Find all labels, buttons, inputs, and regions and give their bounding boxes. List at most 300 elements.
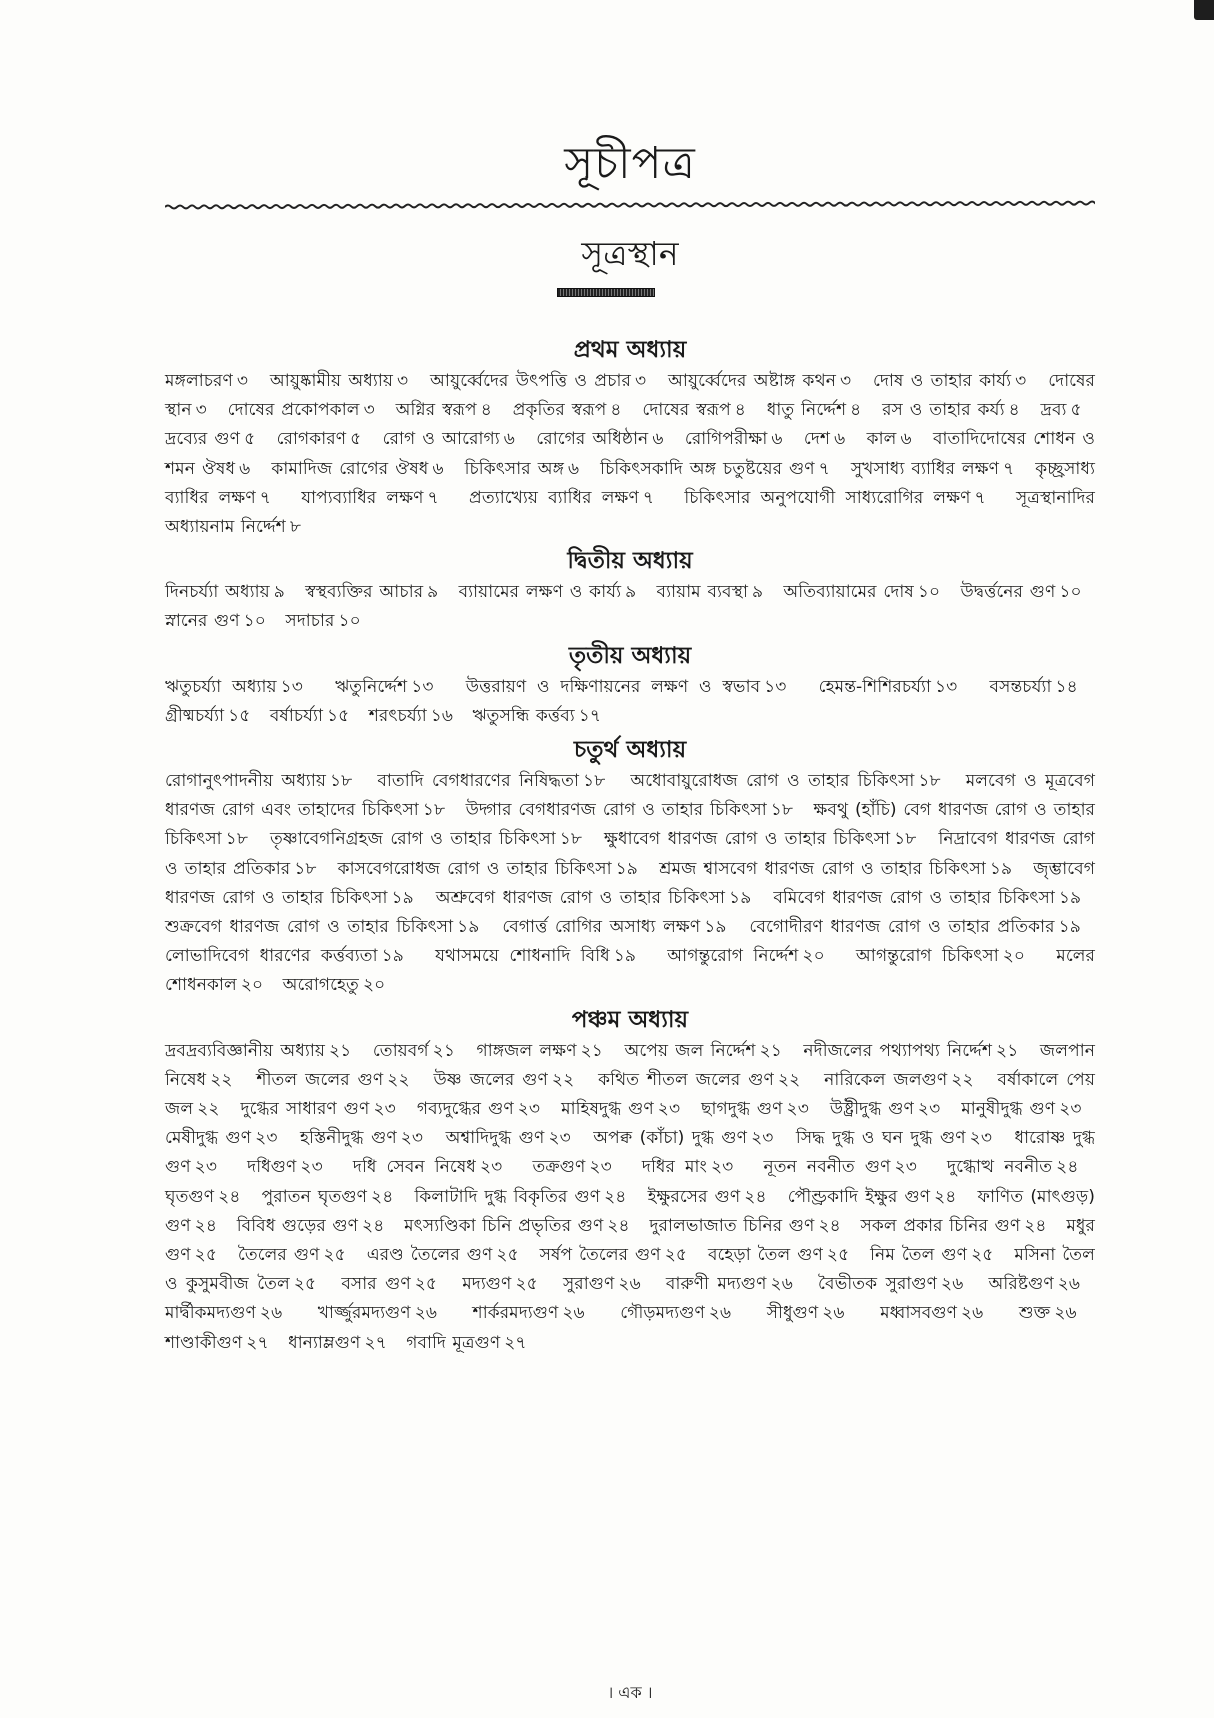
toc-entry-text: কৃচ্ছ্রসাধ্য ব্যাধির লক্ষণ [165, 458, 1096, 508]
toc-entry-text: মদ্যগুণ [462, 1274, 512, 1295]
toc-entry-text: দোষের প্রকোপকাল [227, 400, 360, 421]
toc-entry [338, 859, 652, 879]
toc-entry [165, 771, 369, 791]
chapter-heading: দ্বিতীয় অধ্যায় [567, 547, 693, 575]
toc-entry-text: প্রত্যাখ্যেয় ব্যাধির লক্ষণ [469, 487, 639, 508]
toc-entry-text: যাপ্যব্যাধির লক্ষণ [301, 487, 424, 508]
toc-entry [880, 1303, 1007, 1323]
toc-entry-text: দধি সেবন নিষেধ [352, 1157, 476, 1178]
toc-entry-text: বারুণী মদ্যগুণ [665, 1274, 767, 1295]
toc-entry-text: মধুর গুণ [165, 1215, 1095, 1266]
toc-entry-text: আয়ুর্ব্বেদের অষ্টাঙ্গ কথন [667, 371, 836, 391]
toc-entry-page: ৩ [1015, 371, 1027, 391]
toc-entry-text: ধাতু নির্দ্দেশ [766, 400, 847, 421]
toc-entry-page: ৭ [259, 487, 271, 508]
toc-entry-text: কামাদিজ রোগের ঔষধ [271, 458, 429, 479]
chapter-5 [165, 1003, 1095, 1358]
toc-entry [796, 1128, 1007, 1148]
toc-entry-text: তক্রগুণ [532, 1157, 586, 1178]
toc-entry-page: ২২ [197, 1099, 220, 1120]
chapter-entries [165, 578, 1095, 636]
toc-entry-text: অরোগহেতু [282, 975, 359, 996]
toc-entry-page: ২৪ [607, 1215, 630, 1236]
toc-entry [803, 1041, 1032, 1061]
toc-entry-text: রোগকারণ [276, 429, 347, 450]
toc-entry-text: বিবিধ গুড়ের গুণ [236, 1215, 359, 1236]
toc-entry-page: ২৩ [657, 1099, 681, 1120]
chapter-1 [165, 333, 1095, 542]
toc-entry-text: মধ্বাসবগুণ [880, 1303, 957, 1324]
toc-entry-page: ২৪ [1024, 1215, 1047, 1236]
toc-entry [856, 946, 1046, 966]
toc-entry [947, 1157, 1095, 1177]
toc-entry [270, 371, 423, 391]
toc-entry [446, 1128, 586, 1148]
toc-entry-text: শুক্রবেগ ধারণজ রোগ ও তাহার চিকিৎসা [165, 917, 454, 938]
toc-entry [353, 1157, 523, 1177]
chapter-entries [165, 767, 1095, 1001]
toc-entry [469, 488, 674, 508]
toc-entry-page: ২৩ [969, 1128, 992, 1149]
toc-entry [604, 829, 931, 849]
toc-entry [406, 1333, 539, 1353]
toc-entry-text: দুরালভাজাত চিনির গুণ [649, 1215, 815, 1236]
toc-entry-page: ১৯ [1058, 917, 1081, 938]
toc-entry-text: যথাসময়ে শোধনাদি বিধি [435, 946, 610, 967]
chapter-heading: চতুর্থ অধ্যায় [573, 736, 687, 764]
toc-entry-text: সুরাগুণ [562, 1274, 615, 1295]
toc-entry-page: ২৪ [818, 1215, 841, 1236]
toc-entry-page: ২০ [1002, 946, 1026, 967]
toc-entry-page: ২১ [580, 1040, 603, 1061]
toc-entry-page: ২২ [951, 1069, 974, 1090]
toc-entry [473, 1303, 609, 1323]
toc-entry-text: ফাণিত (মাৎগুড়) গুণ [165, 1186, 1095, 1236]
chapter-heading: তৃতীয় অধ্যায় [568, 641, 692, 669]
toc-entry-text: বসন্তচর্য্যা [989, 676, 1052, 697]
toc-entry-page: ২৬ [414, 1303, 438, 1324]
toc-entry-text: দিনচর্য্যা অধ্যায় [165, 582, 270, 603]
toc-entry [373, 1041, 470, 1061]
toc-entry [335, 677, 455, 697]
toc-entry-page: ১৮ [422, 800, 446, 821]
toc-entry [165, 917, 495, 937]
page-corner-mark [1194, 0, 1214, 20]
toc-entry-text: শ্রমজ শ্বাসবেগ ধারণজ রোগ ও তাহার চিকিৎসা [659, 858, 986, 879]
toc-entry-text: শুক্ত [1018, 1303, 1051, 1324]
toc-entry [404, 1216, 643, 1236]
toc-entry [819, 677, 979, 697]
toc-entry-page: ২১ [328, 1040, 352, 1061]
toc-entry-page: ১৮ [294, 858, 317, 879]
section-title: সূত্রস্থান [581, 234, 679, 273]
toc-entry [165, 677, 324, 697]
toc-entry [434, 1070, 591, 1090]
toc-entry [466, 800, 807, 820]
toc-entry-text: আয়ুর্ব্বেদের উৎপত্তি ও প্রচার [430, 371, 631, 391]
toc-entry-text: কাসবেগরোধজ রোগ ও তাহার চিকিৎসা [337, 858, 612, 879]
toc-entry-text: কাল [866, 429, 897, 450]
toc-entry [165, 1187, 255, 1207]
toc-entry [165, 1303, 306, 1323]
toc-entry-page: ১০ [1059, 582, 1082, 603]
toc-entry-page: ১৫ [327, 705, 350, 726]
toc-entry-text: ক্ষুধাবেগ ধারণজ রোগ ও তাহার চিকিৎসা [604, 829, 891, 850]
toc-entry [241, 1099, 410, 1119]
toc-entry-page: ১০ [917, 582, 941, 603]
toc-entry-text: সুখসাধ্য ব্যাধির লক্ষণ [850, 458, 1000, 479]
toc-entry-page: ৭ [974, 487, 986, 508]
toc-entry [561, 1099, 694, 1119]
toc-entry-text: ব্যায়াম ব্যবস্থা [656, 582, 748, 603]
toc-entry [477, 1041, 618, 1061]
toc-entry-text: ঋতুনির্দ্দেশ [335, 676, 408, 697]
toc-entry-page: ৫ [1070, 400, 1082, 421]
toc-entry-page: ২৩ [517, 1099, 541, 1120]
toc-entry [773, 888, 1095, 908]
toc-entry-text: পৌণ্ড্রকাদি ইক্ষুর গুণ [787, 1186, 931, 1207]
toc-entry-page: ৯ [273, 582, 285, 603]
toc-entry [417, 1099, 554, 1119]
toc-entry-text: চিকিৎসকাদি অঙ্গ চতুষ্টয়ের গুণ [600, 458, 815, 479]
toc-entry [301, 488, 459, 508]
toc-entry-text: রোগিপরীক্ষা [684, 429, 768, 450]
toc-entry [659, 859, 1026, 879]
toc-entry [288, 1333, 400, 1353]
toc-entry [165, 1128, 293, 1148]
toc-entry-text: মলবেগ ও মূত্রবেগ ধারণজ রোগ এবং তাহাদের চিকিৎসা [165, 771, 1095, 821]
toc-entry-text: আয়ুষ্কামীয় অধ্যায় [269, 371, 393, 391]
toc-entry [593, 1128, 788, 1148]
toc-entry-page: ২৭ [504, 1332, 527, 1353]
toc-entry [990, 677, 1095, 697]
toc-entry [466, 677, 808, 697]
toc-entry-page: ৫ [350, 429, 362, 450]
toc-entry-text: সীধুগুণ [766, 1303, 819, 1324]
toc-entry-text: ছাগদুগ্ধ গুণ [701, 1099, 783, 1120]
toc-entry [684, 488, 1006, 508]
toc-entry-text: অপক্ব (কাঁচা) দুগ্ধ গুণ [593, 1128, 748, 1149]
toc-entry [237, 1216, 398, 1236]
toc-entry [271, 459, 457, 479]
toc-entry-page: ১৩ [764, 676, 787, 697]
toc-entry-page: ২৩ [1059, 1099, 1082, 1120]
toc-entry [472, 706, 614, 726]
toc-entry [668, 371, 866, 391]
toc-entry [435, 946, 657, 966]
toc-entry-page: ১৯ [613, 946, 637, 967]
toc-entry-text: ক্ষবথু (হাঁচি) বেগ ধারণজ রোগ ও তাহার চিকিৎসা [165, 800, 1096, 850]
toc-entry [867, 429, 926, 449]
toc-entry-text: দুগ্ধের সাধারণ গুণ [240, 1099, 370, 1120]
toc-entry-page: ২৬ [822, 1303, 845, 1324]
toc-entry-page: ১৩ [280, 676, 303, 697]
toc-entry-text: গব্যদুগ্ধের গুণ [416, 1099, 514, 1120]
toc-entry-page: ২২ [551, 1069, 575, 1090]
toc-entry-page: ৪ [734, 400, 746, 421]
toc-entry-text: তোয়বর্গ [372, 1040, 429, 1061]
toc-entry [165, 371, 263, 391]
toc-entry [749, 917, 1095, 937]
toc-entry [270, 706, 362, 726]
toc-entry-text: গ্রীষ্মচর্য্যা [165, 705, 225, 726]
toc-entry-page: ২৪ [604, 1186, 627, 1207]
toc-entry-text: অরিষ্টগুণ [988, 1274, 1054, 1295]
toc-entry-page: ২৩ [194, 1157, 217, 1178]
toc-entry [648, 1187, 781, 1207]
toc-entry-page: ২২ [210, 1069, 233, 1090]
toc-entry-text: এরণ্ড তৈলের গুণ [366, 1245, 493, 1266]
toc-entry-page: ২৪ [194, 1215, 217, 1236]
toc-entry-page: ১৯ [381, 946, 404, 967]
toc-entry [462, 1274, 554, 1294]
toc-entry [830, 1099, 954, 1119]
toc-entry-page: ২৫ [826, 1245, 850, 1266]
toc-entry [165, 429, 269, 449]
toc-entry [642, 400, 759, 420]
toc-entry-text: উদ্গার বেগধারণজ রোগ ও তাহার চিকিৎসা [465, 800, 767, 821]
toc-entry [824, 1070, 989, 1090]
toc-entry-page: ৫ [244, 429, 256, 450]
toc-entry [465, 459, 594, 479]
toc-entry-page: ২৩ [548, 1128, 571, 1149]
toc-entry-page: ১৮ [330, 771, 353, 792]
toc-entry [873, 371, 1041, 391]
toc-entry [649, 1216, 853, 1236]
toc-entry-text: চিকিৎসার অনুপযোগী সাধ্যরোগির লক্ষণ [684, 487, 971, 508]
toc-entry-page: ২৫ [414, 1274, 438, 1295]
toc-entry-text: উত্তরায়ণ ও দক্ষিণায়নের লক্ষণ ও স্বভাব [465, 676, 761, 697]
toc-entry-text: দেশ [803, 429, 831, 450]
toc-entry-text: হেমন্ত-শিশিরচর্য্যা [818, 676, 932, 697]
toc-entry-page: ৭ [427, 487, 439, 508]
toc-entry-text: সূত্রস্থানাদির অধ্যায়নাম নির্দ্দেশ [165, 487, 1096, 538]
toc-entry-text: বসার গুণ [341, 1274, 411, 1295]
toc-entry [861, 1216, 1060, 1236]
toc-entry-text: নূতন নবনীত গুণ [763, 1157, 891, 1178]
toc-entry [767, 1303, 869, 1323]
toc-entry-page: ২৪ [362, 1215, 385, 1236]
toc-entry-page: ১৯ [391, 887, 414, 908]
toc-entry [165, 706, 263, 726]
toc-entry-text: মেষীদুগ্ধ গুণ [165, 1128, 252, 1149]
toc-entry [305, 582, 452, 602]
toc-entry-text: ঋতুসন্ধি কর্ত্তব্য [472, 705, 575, 726]
toc-entry [767, 400, 875, 420]
toc-entry-page: ৩ [397, 371, 409, 391]
toc-entry [341, 1274, 454, 1294]
page-title: সূচীপত্র [564, 138, 696, 189]
toc-entry-page: ২৬ [1057, 1274, 1081, 1295]
toc-entry-text: খার্জ্জুরমদ্যগুণ [317, 1303, 411, 1324]
toc-entry-page: ১৭ [578, 705, 602, 726]
toc-entry-page: ২৪ [371, 1186, 394, 1207]
toc-entry [165, 611, 279, 631]
toc-entry [513, 400, 636, 420]
toc-entry-page: ২৬ [941, 1274, 964, 1295]
toc-entry-text: রস ও তাহার কর্য্য [882, 400, 1005, 421]
toc-entry-text: হস্তিনীদুগ্ধ গুণ [300, 1128, 397, 1149]
toc-entry-text: চিকিৎসার অঙ্গ [464, 458, 564, 479]
toc-entry-text: তৈলের গুণ [237, 1245, 320, 1266]
toc-entry-text: দ্রবদ্রব্যবিজ্ঞানীয় অধ্যায় [165, 1040, 325, 1061]
toc-entry-page: ৬ [834, 429, 846, 450]
toc-entry-page: ১০ [338, 611, 361, 632]
toc-entry-page: ৪ [610, 400, 622, 421]
toc-entry [666, 1274, 810, 1294]
toc-entry-text: ধারোষ্ণ দুগ্ধ গুণ [165, 1128, 1095, 1178]
toc-entry [383, 429, 530, 449]
toc-entry-page: ৪ [850, 400, 862, 421]
toc-entry-text: ধান্যাম্লগুণ [288, 1332, 361, 1353]
toc-entry [165, 1333, 282, 1353]
chapter-entries [165, 673, 1095, 731]
toc-entry-text: শার্করমদ্যগুণ [472, 1303, 559, 1324]
toc-entry-text: স্বস্থব্যক্তির আচার [305, 582, 424, 603]
toc-entry-page: ২৩ [917, 1099, 941, 1120]
toc-entry-page: ২৫ [515, 1274, 538, 1295]
toc-entry [630, 771, 957, 791]
toc-entry-page: ২০ [240, 975, 264, 996]
toc-entry-text: জৃম্ভাবেগ ধারণজ রোগ ও তাহার চিকিৎসা [165, 858, 1095, 908]
toc-entry [414, 1187, 640, 1207]
chapter-entries [165, 367, 1095, 542]
toc-entry-page: ১৮ [918, 771, 941, 792]
toc-entry-page: ২৪ [1056, 1157, 1079, 1178]
toc-entry-page: ১৯ [615, 858, 638, 879]
toc-entry-text: দোষ ও তাহার কার্য্য [873, 371, 1012, 391]
toc-entry [1041, 400, 1096, 420]
toc-entry-page: ৪ [1008, 400, 1020, 421]
toc-entry-text: বাতাদিদোষের শোধন ও শমন ঔষধ [165, 429, 1095, 479]
toc-entry-page: ২৬ [618, 1274, 641, 1295]
toc-entry-text: ঘৃতগুণ [165, 1186, 215, 1207]
chapter-entries [165, 1037, 1095, 1358]
toc-entry-text: সিদ্ধ দুগ্ধ ও ঘন দুগ্ধ গুণ [795, 1128, 966, 1149]
toc-entry [277, 429, 376, 449]
toc-entry [1019, 1303, 1095, 1323]
toc-entry [238, 1245, 360, 1265]
toc-entry-text: নিদ্রাবেগ ধারণজ রোগ ও তাহার প্রতিকার [165, 829, 1095, 879]
toc-entry-page: ২৩ [255, 1128, 278, 1149]
toc-entry-page: ২৪ [218, 1186, 241, 1207]
toc-entry [620, 1303, 755, 1323]
toc-entry-page: ২৫ [496, 1245, 519, 1266]
toc-entry-text: বেগার্ত্ত রোগির অসাধ্য লক্ষণ [502, 917, 701, 938]
toc-entry [367, 1245, 533, 1265]
toc-entry [657, 582, 777, 602]
toc-entry-page: ২৭ [364, 1332, 387, 1353]
toc-entry-page: ২৩ [589, 1157, 612, 1178]
toc-entry-page: ৭ [1003, 458, 1015, 479]
toc-entry [532, 1157, 631, 1177]
toc-entry [960, 582, 1095, 602]
toc-entry-page: ২১ [432, 1040, 455, 1061]
toc-entry [763, 1157, 937, 1177]
toc-entry [882, 400, 1034, 420]
toc-entry-text: দধির মাং [641, 1157, 707, 1178]
toc-entry [708, 1245, 863, 1265]
toc-entry-page: ২২ [387, 1069, 410, 1090]
toc-entry-page: ৬ [432, 458, 444, 479]
toc-entry [165, 946, 425, 966]
toc-entry-page: ১৩ [935, 676, 958, 697]
toc-entry-text: সদাচার [285, 611, 335, 632]
toc-entry-page: ২৫ [664, 1245, 688, 1266]
toc-entry-page: ২০ [802, 946, 825, 967]
wavy-divider [165, 198, 1095, 212]
toc-entry-page: ১৮ [583, 771, 606, 792]
toc-entry [459, 582, 650, 602]
toc-entry-page: ২৪ [744, 1186, 767, 1207]
toc-entry-page: ১৯ [989, 858, 1013, 879]
toc-entry-page: ২৬ [708, 1303, 732, 1324]
toc-entry-page: ১৯ [457, 917, 480, 938]
toc-entry-page: ১৮ [225, 829, 248, 850]
toc-entry-text: মসিনা তৈল ও কুসুমবীজ তৈল [165, 1245, 1095, 1295]
toc-entry-text: কথিত শীতল জলের গুণ [598, 1069, 774, 1090]
toc-entry-text: কিলাটাদি দুগ্ধ বিকৃতির গুণ [414, 1186, 601, 1207]
toc-entry-page: ৬ [900, 429, 912, 450]
toc-entry-page: ৩ [236, 371, 249, 391]
toc-entry [600, 459, 844, 479]
toc-entry-text: দোষের স্থান [165, 371, 1096, 421]
toc-entry [228, 400, 389, 420]
toc-entry-page: ২৩ [479, 1157, 503, 1178]
toc-entry-text: বহেড়া তৈল গুণ [707, 1245, 823, 1266]
toc-entry-text: গবাদি মূত্রগুণ [406, 1332, 501, 1353]
toc-entry-page: ১৯ [704, 917, 727, 938]
toc-entry [247, 1157, 343, 1177]
toc-entry-text: মাহিষদুগ্ধ গুণ [561, 1099, 654, 1120]
toc-entry-page: ১৮ [894, 829, 917, 850]
chapter-2 [165, 544, 1095, 636]
toc-entry-text: বাতাদি বেগধারণের নিষিদ্ধতা [377, 771, 580, 792]
toc-entry [369, 706, 466, 726]
toc-entry-page: ৩ [195, 400, 207, 421]
toc-entry-page: ১৫ [228, 705, 251, 726]
toc-entry-page: ৪ [480, 400, 492, 421]
toc-entry-text: ব্যায়ামের লক্ষণ ও কার্য্য [458, 582, 622, 603]
toc-entry [667, 946, 845, 966]
toc-entry-text: বৈভীতক সুরাগুণ [818, 1274, 938, 1295]
toc-entry-text: অশ্বাদিদুগ্ধ গুণ [445, 1128, 545, 1149]
toc-entry-page: ৯ [751, 582, 764, 603]
page-number: । এক । [607, 1683, 653, 1702]
toc-entry-text: উষ্ণ জলের গুণ [433, 1069, 548, 1090]
toc-entry-text: শরৎচর্য্যা [368, 705, 427, 726]
toc-entry [624, 1041, 796, 1061]
toc-entry-text: বর্ষাচর্য্যা [269, 705, 324, 726]
toc-entry-page: ১০ [243, 611, 266, 632]
toc-entry-page: ১৮ [559, 829, 582, 850]
toc-entry-text: শীতল জলের গুণ [256, 1069, 384, 1090]
toc-entry-text: লোভাদিবেগ ধারণের কর্ত্তব্যতা [165, 946, 378, 967]
toc-entry-text: মানুষীদুগ্ধ গুণ [961, 1099, 1056, 1120]
toc-entry-page: ২৫ [194, 1245, 217, 1266]
toc-entry-text: নারিকেল জলগুণ [824, 1069, 948, 1090]
toc-entry [377, 771, 622, 791]
toc-entry [598, 1070, 816, 1090]
toc-entry-page: ৬ [652, 429, 664, 450]
toc-entry-page: ২৩ [710, 1157, 734, 1178]
toc-entry-page: ৩ [363, 400, 375, 421]
toc-entry-text: সকল প্রকার চিনির গুণ [860, 1215, 1021, 1236]
toc-entry-text: জলপান নিষেধ [165, 1040, 1095, 1090]
toc-entry-text: স্নানের গুণ [165, 611, 240, 632]
toc-entry-text: মলের শোধনকাল [165, 946, 1095, 996]
toc-entry-page: ৩ [839, 371, 852, 391]
